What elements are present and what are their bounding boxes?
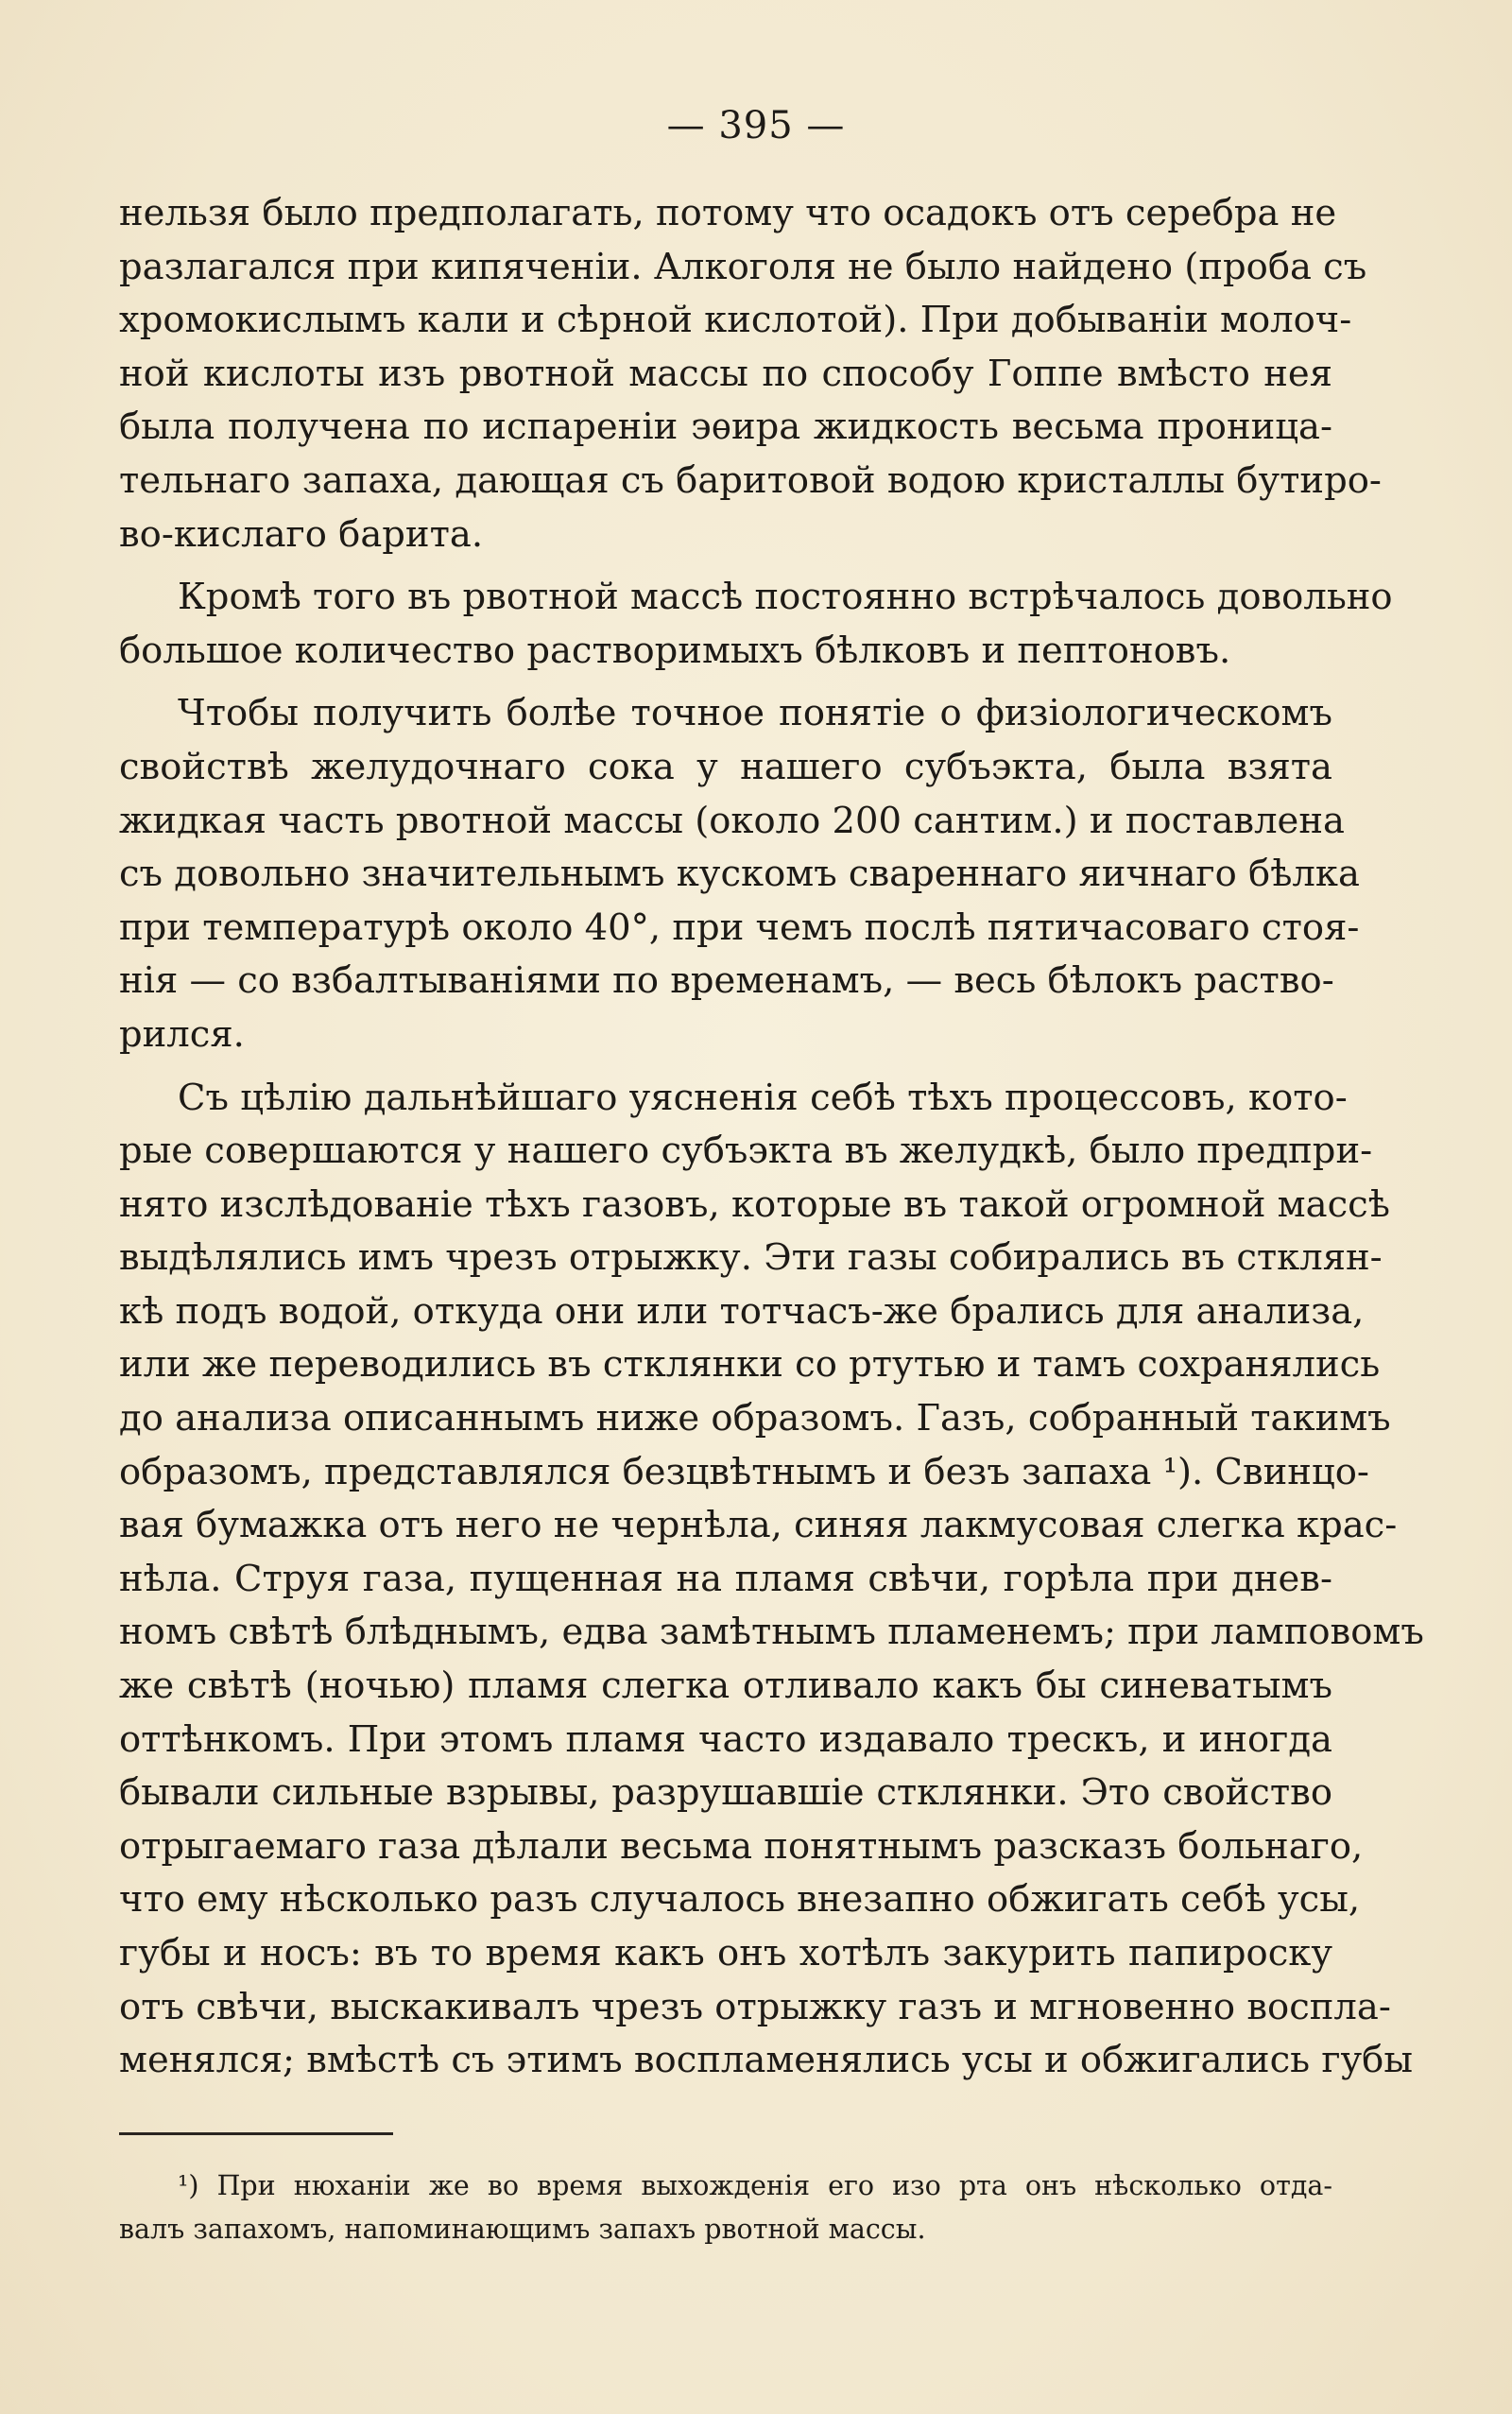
text-line: выдѣлялись имъ чрезъ отрыжку. Эти газы собирались въ стклян- [119, 1236, 1383, 1280]
text-line: рые совершаются у нашего субъэкта въ желудкѣ, было предпри- [119, 1129, 1373, 1173]
text-line: рился. [119, 1012, 245, 1056]
text-line: нельзя было предполагать, потому что осадокъ отъ серебра не [119, 192, 1337, 234]
text-line: Чтобы получить болѣе точное понятіе о физіологическомъ [178, 692, 1332, 735]
text-line: кѣ подъ водой, откуда они или тотчасъ-же брались для анализа, [119, 1289, 1365, 1333]
page-number: — 395 — [666, 104, 846, 147]
footnote [119, 2164, 1332, 2251]
text-line: до анализа описаннымъ ниже образомъ. Газъ, собранный такимъ [119, 1397, 1391, 1440]
text-line: менялся; вмѣстѣ съ этимъ воспламенялись усы и обжигались губы [119, 2039, 1413, 2082]
text-line: вая бумажка отъ него не чернѣла, синяя лакмусовая слегка крас- [119, 1504, 1398, 1547]
text-line: свойствѣ желудочнаго сока у нашего субъэкта, была взята [119, 745, 1332, 788]
footnote-line: валъ запахомъ, напоминающимъ запахъ рвотной массы. [119, 2214, 926, 2245]
text-line: нѣла. Струя газа, пущенная на пламя свѣчи, горѣла при днев- [119, 1557, 1332, 1600]
text-line: нято изслѣдованіе тѣхъ газовъ, которые въ такой огромной массѣ [119, 1182, 1390, 1226]
text-line: номъ свѣтѣ блѣднымъ, едва замѣтнымъ пламенемъ; при ламповомъ [119, 1611, 1424, 1654]
text-line: тельнаго запаха, дающая съ баритовой водою кристаллы бутиро- [119, 458, 1382, 502]
paragraph [119, 571, 1393, 678]
text-line: была получена по испареніи эѳира жидкость весьма проница- [119, 405, 1332, 449]
text-line: бывали сильные взрывы, разрушавшіе стклянки. Это свойство [119, 1771, 1332, 1815]
text-line: съ довольно значительнымъ кускомъ свареннаго яичнаго бѣлка [119, 853, 1360, 896]
text-line: ной кислоты изъ рвотной массы по способу Гоппе вмѣсто нея [119, 352, 1332, 395]
text-line: отрыгаемаго газа дѣлали весьма понятнымъ разсказъ больнаго, [119, 1824, 1364, 1868]
paragraph [119, 187, 1382, 561]
main-text [119, 187, 1424, 2088]
text-line: образомъ, представлялся безцвѣтнымъ и безъ запаха ¹). Свинцо- [119, 1450, 1369, 1493]
paragraph [119, 687, 1360, 1061]
text-line: нія — со взбалтываніями по временамъ, — весь бѣлокъ раство- [119, 959, 1334, 1003]
paragraph [119, 1072, 1424, 2088]
text-line: разлагался при кипяченіи. Алкоголя не было найдено (проба съ [119, 245, 1367, 288]
text-line: Кромѣ того въ рвотной массѣ постоянно встрѣчалось довольно [178, 576, 1393, 619]
text-line: Съ цѣлію дальнѣйшаго уясненія себѣ тѣхъ процессовъ, кото- [178, 1076, 1348, 1119]
text-line: губы и носъ: въ то время какъ онъ хотѣлъ закурить папироску [119, 1932, 1332, 1974]
text-line: же свѣтѣ (ночью) пламя слегка отливало какъ бы синеватымъ [119, 1664, 1332, 1708]
footnote-line: ¹) При нюханіи же во время выхожденія его изо рта онъ нѣсколько отда- [178, 2170, 1332, 2201]
text-line: хромокислымъ кали и сѣрной кислотой). При добываніи молоч- [119, 299, 1352, 342]
text-line: отъ свѣчи, выскакивалъ чрезъ отрыжку газъ и мгновенно воспла- [119, 1985, 1391, 2028]
footnote-divider [119, 2132, 393, 2135]
text-line: жидкая часть рвотной массы (около 200 сантим.) и поставлена [119, 799, 1345, 842]
text-line: во-кислаго барита. [119, 512, 484, 556]
text-line: что ему нѣсколько разъ случалось внезапно обжигать себѣ усы, [119, 1878, 1361, 1922]
text-line: или же переводились въ стклянки со ртутью и тамъ сохранялись [119, 1343, 1381, 1387]
text-line: оттѣнкомъ. При этомъ пламя часто издавало трескъ, и иногда [119, 1717, 1332, 1761]
text-line: большое количество растворимыхъ бѣлковъ и пептоновъ. [119, 629, 1231, 672]
text-line: при температурѣ около 40°, при чемъ послѣ пятичасоваго стоя- [119, 905, 1360, 949]
